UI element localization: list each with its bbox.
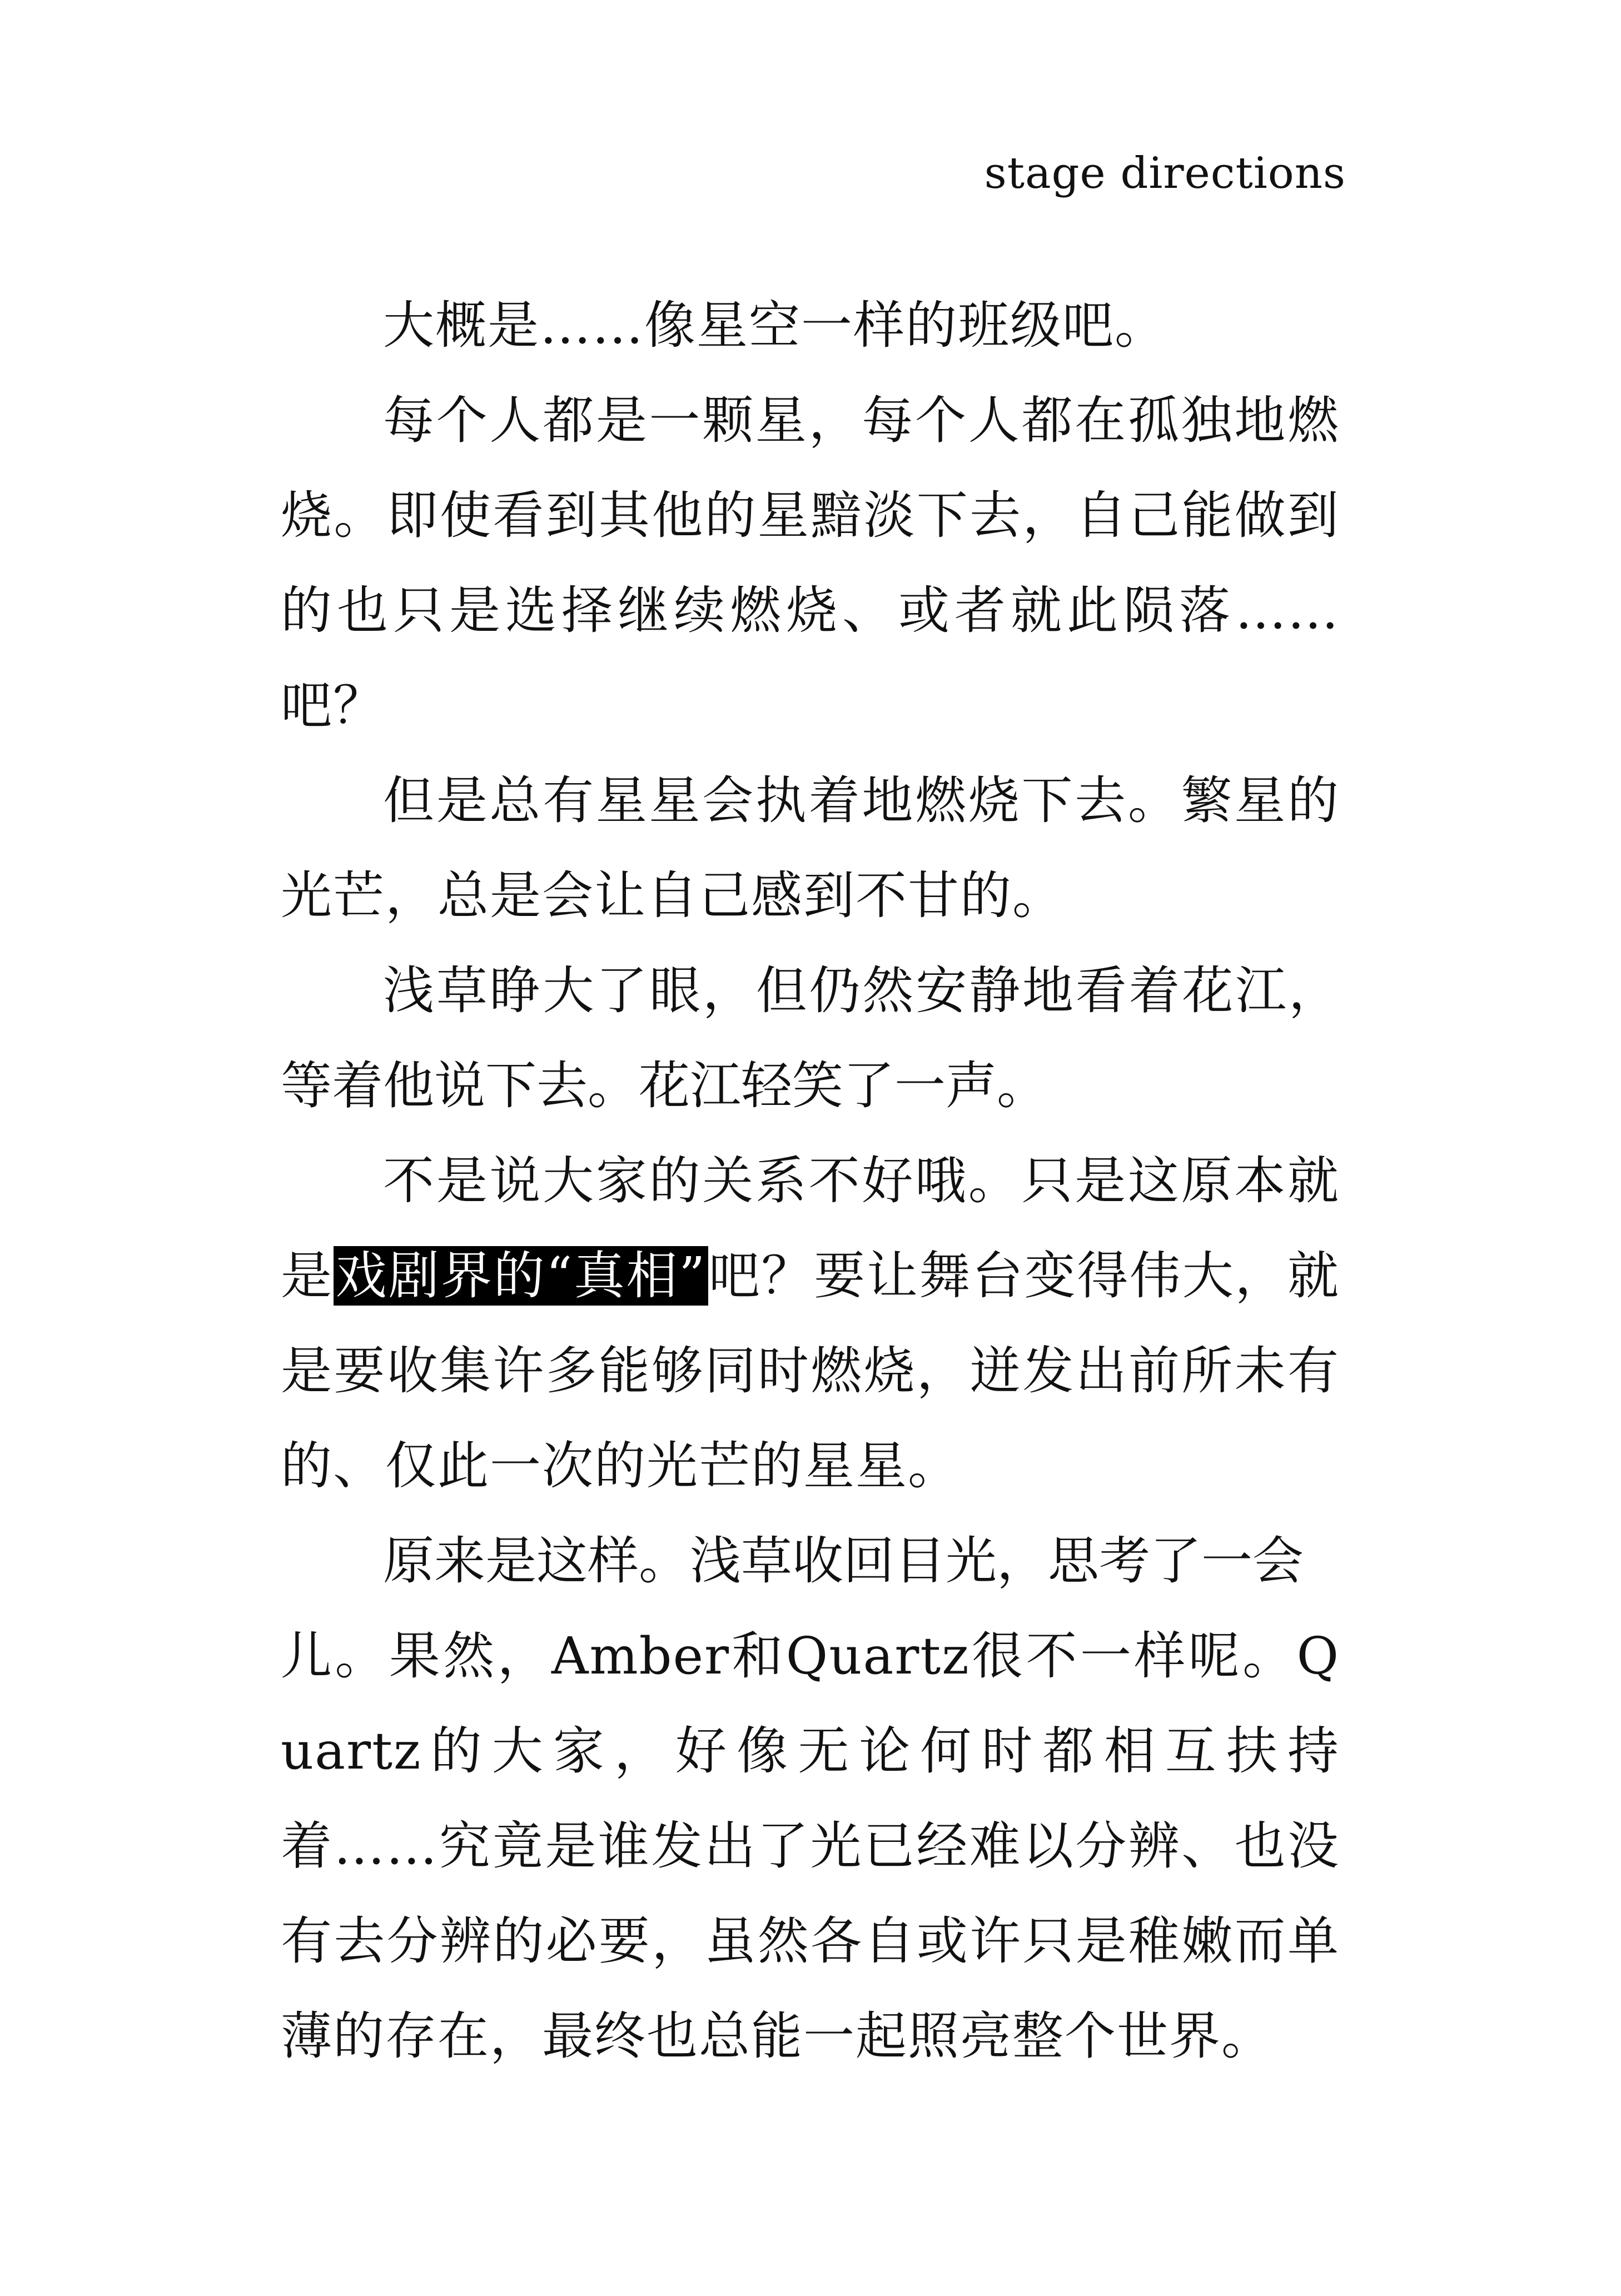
paragraph-2: 每个人都是一颗星，每个人都在孤独地燃烧。即使看到其他的星黯淡下去，自己能做到的也只是选择继续燃烧、或者就此陨落……吧？ <box>281 391 1340 735</box>
paragraph-5-end: 吧？要让舞台变得伟大，就是要收集许多能够同时燃烧，迸发出前所未有的、仅此一次的光芒的星星。 <box>281 1246 1340 1496</box>
paragraph-5-start: 不是说大家的关系不好哦。只是这原本就是 <box>281 1151 1340 1306</box>
paragraph-7: 儿。果然，Amber和Quartz很不一样呢。Quartz的大家，好像无论何时都相互扶持着……究竟是谁发出了光已经难以分辨、也没有去分辨的必要，虽然各自或许只是稚嫩而单薄的存在，最终也总能一起照亮整个世界。 <box>281 1626 1340 2066</box>
paragraph-4: 浅草睁大了眼，但仍然安静地看着花江，等着他说下去。花江轻笑了一声。 <box>281 961 1340 1115</box>
paragraph-6: 原来是这样。浅草收回目光，思考了一会 <box>383 1531 1304 1591</box>
body-text <box>281 278 1340 2084</box>
paragraph-3: 但是总有星星会执着地燃烧下去。繁星的光芒，总是会让自己感到不甘的。 <box>281 771 1340 925</box>
paragraph-1: 大概是……像星空一样的班级吧。 <box>383 296 1167 355</box>
running-header: stage directions <box>984 148 1346 198</box>
highlighted-phrase: 戏剧界的“真相” <box>334 1246 709 1306</box>
paragraph-5 <box>281 1133 1340 1513</box>
